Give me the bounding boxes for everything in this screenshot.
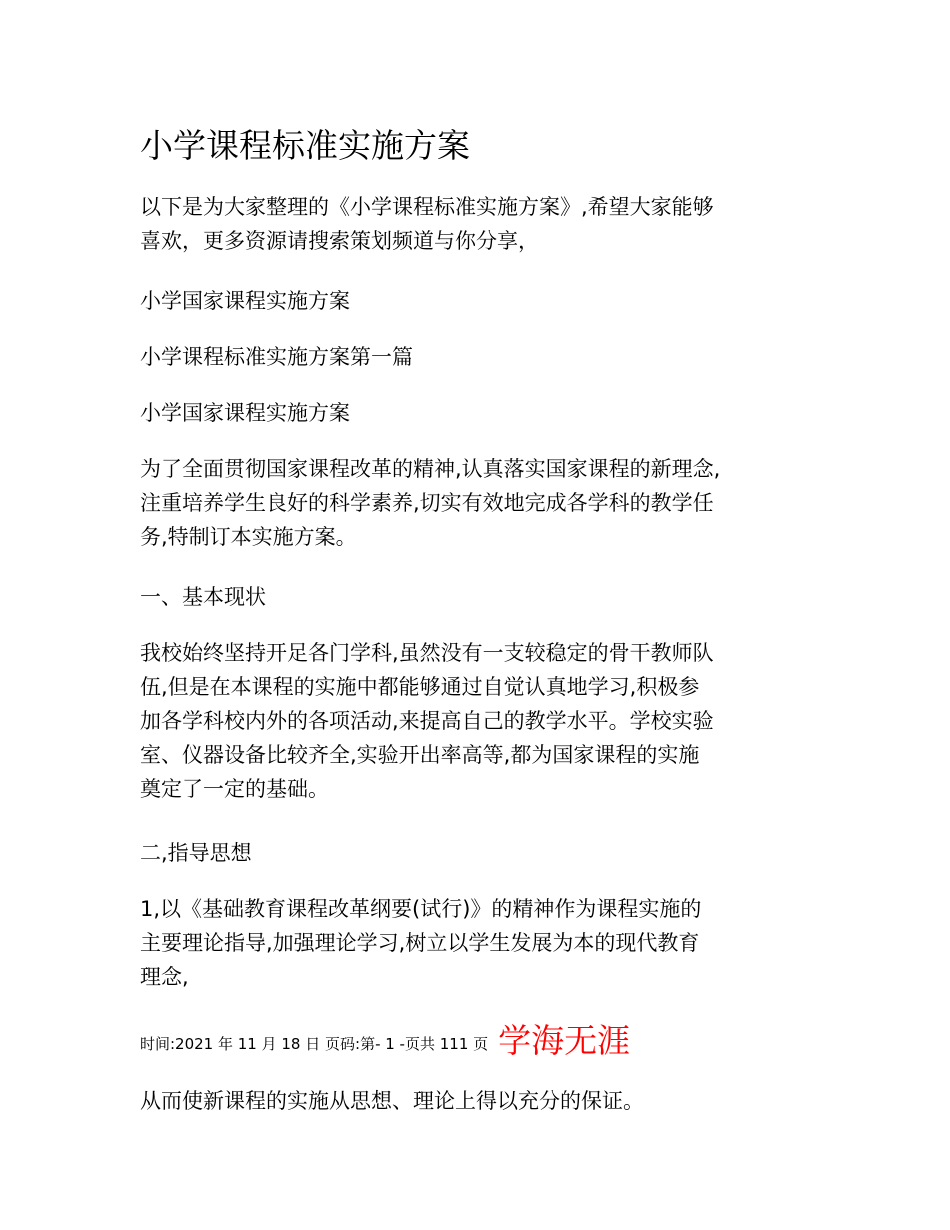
purpose-line: 务,特制订本实施方案。 xyxy=(140,525,357,549)
purpose-line: 注重培养学生良好的科学素养,切实有效地完成各学科的教学任 xyxy=(140,491,714,515)
heading-first-part: 小学课程标准实施方案第一篇 xyxy=(140,345,413,369)
paragraph-line: 理念, xyxy=(140,965,189,989)
document-title: 小学课程标准实施方案 xyxy=(140,126,470,165)
paragraph-line: 主要理论指导,加强理论学习,树立以学生发展为本的现代教育 xyxy=(140,931,700,955)
purpose-line: 为了全面贯彻国家课程改革的精神,认真落实国家课程的新理念, xyxy=(140,457,721,481)
section-heading-current-status: 一、基本现状 xyxy=(140,585,266,609)
current-status-paragraph xyxy=(140,636,820,806)
continuation-paragraph: 从而使新课程的实施从思想、理论上得以充分的保证。 xyxy=(140,1089,644,1113)
guiding-thought-paragraph xyxy=(140,892,820,994)
intro-paragraph xyxy=(140,190,820,258)
paragraph-line: 我校始终坚持开足各门学科,虽然没有一支较稳定的骨干教师队 xyxy=(140,641,714,665)
intro-line: 以下是为大家整理的《小学课程标准实施方案》,希望大家能够 xyxy=(140,195,714,219)
paragraph-line: 室、仪器设备比较齐全,实验开出率高等,都为国家课程的实施 xyxy=(140,743,700,767)
paragraph-line: 加各学科校内外的各项活动,来提高自己的教学水平。学校实验 xyxy=(140,709,714,733)
footer-meta: 时间:2021 年 11 月 18 日 页码:第- 1 -页共 111 页 xyxy=(140,1035,489,1053)
section-heading-guiding-thought: 二,指导思想 xyxy=(140,841,252,865)
footer-brand: 学海无涯 xyxy=(498,1021,631,1060)
intro-line: 喜欢，更多资源请搜索策划频道与你分享， xyxy=(140,229,539,253)
page-footer xyxy=(140,1018,630,1064)
paragraph-line: 1,以《基础教育课程改革纲要(试行)》的精神作为课程实施的 xyxy=(140,897,702,921)
purpose-paragraph xyxy=(140,452,820,554)
heading-national-plan: 小学国家课程实施方案 xyxy=(140,289,350,313)
paragraph-line: 伍,但是在本课程的实施中都能够通过自觉认真地学习,积极参 xyxy=(140,675,700,699)
paragraph-line: 奠定了一定的基础。 xyxy=(140,777,329,801)
heading-national-plan-repeat: 小学国家课程实施方案 xyxy=(140,401,350,425)
